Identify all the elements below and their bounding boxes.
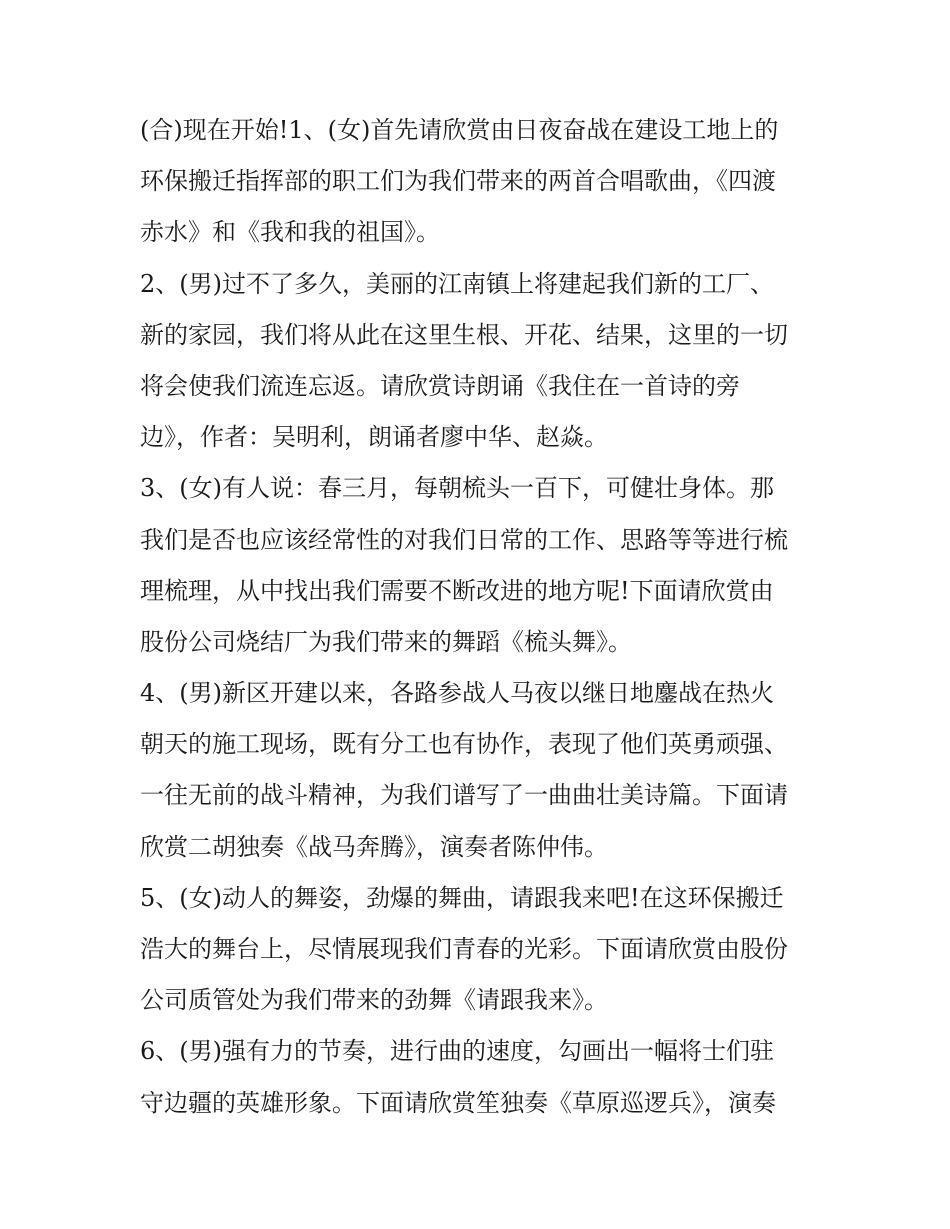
text-line: 赤水》和《我和我的祖国》。 bbox=[140, 218, 440, 247]
text-line: 一往无前的战斗精神，为我们谱写了一曲曲壮美诗篇。下面请 bbox=[140, 781, 788, 810]
text-line: 朝天的施工现场，既有分工也有协作，表现了他们英勇顽强、 bbox=[140, 730, 788, 759]
text-line: 环保搬迁指挥部的职工们为我们带来的两首合唱歌曲，《四渡 bbox=[140, 167, 776, 196]
text-line: 欣赏二胡独奏《战马奔腾》，演奏者陈仲伟。 bbox=[140, 832, 608, 861]
text-line: 边》，作者：吴明利，朗诵者廖中华、赵焱。 bbox=[140, 423, 608, 452]
text-line: 3、(女)有人说：春三月，每朝梳头一百下，可健壮身体。那 bbox=[140, 474, 774, 503]
text-line: 将会使我们流连忘返。请欣赏诗朗诵《我住在一首诗的旁 bbox=[140, 371, 740, 400]
text-line: 浩大的舞台上，尽情展现我们青春的光彩。下面请欣赏由股份 bbox=[140, 935, 788, 963]
text-line: 理梳理，从中找出我们需要不断改进的地方呢!下面请欣赏由 bbox=[140, 576, 774, 605]
text-line: 新的家园，我们将从此在这里生根、开花、结果，这里的一切 bbox=[140, 320, 788, 349]
text-line: 股份公司烧结厂为我们带来的舞蹈《梳头舞》。 bbox=[140, 627, 632, 656]
text-line: 6、(男)强有力的节奏，进行曲的速度，勾画出一幅将士们驻 bbox=[140, 1037, 774, 1066]
document-body bbox=[140, 105, 830, 1129]
text-line: 守边疆的英雄形象。下面请欣赏笙独奏《草原巡逻兵》，演奏 bbox=[140, 1088, 776, 1117]
text-line: 4、(男)新区开建以来，各路参战人马夜以继日地鏖战在热火 bbox=[140, 679, 774, 708]
text-line: 2、(男)过不了多久，美丽的江南镇上将建起我们新的工厂、 bbox=[140, 269, 774, 298]
text-line: 我们是否也应该经常性的对我们日常的工作、思路等等进行梳 bbox=[140, 525, 788, 554]
text-line: (合)现在开始!1、(女)首先请欣赏由日夜奋战在建设工地上的 bbox=[140, 116, 779, 144]
text-line: 公司质管处为我们带来的劲舞《请跟我来》。 bbox=[140, 986, 608, 1015]
text-line: 5、(女)动人的舞姿，劲爆的舞曲，请跟我来吧!在这环保搬迁 bbox=[140, 883, 784, 912]
